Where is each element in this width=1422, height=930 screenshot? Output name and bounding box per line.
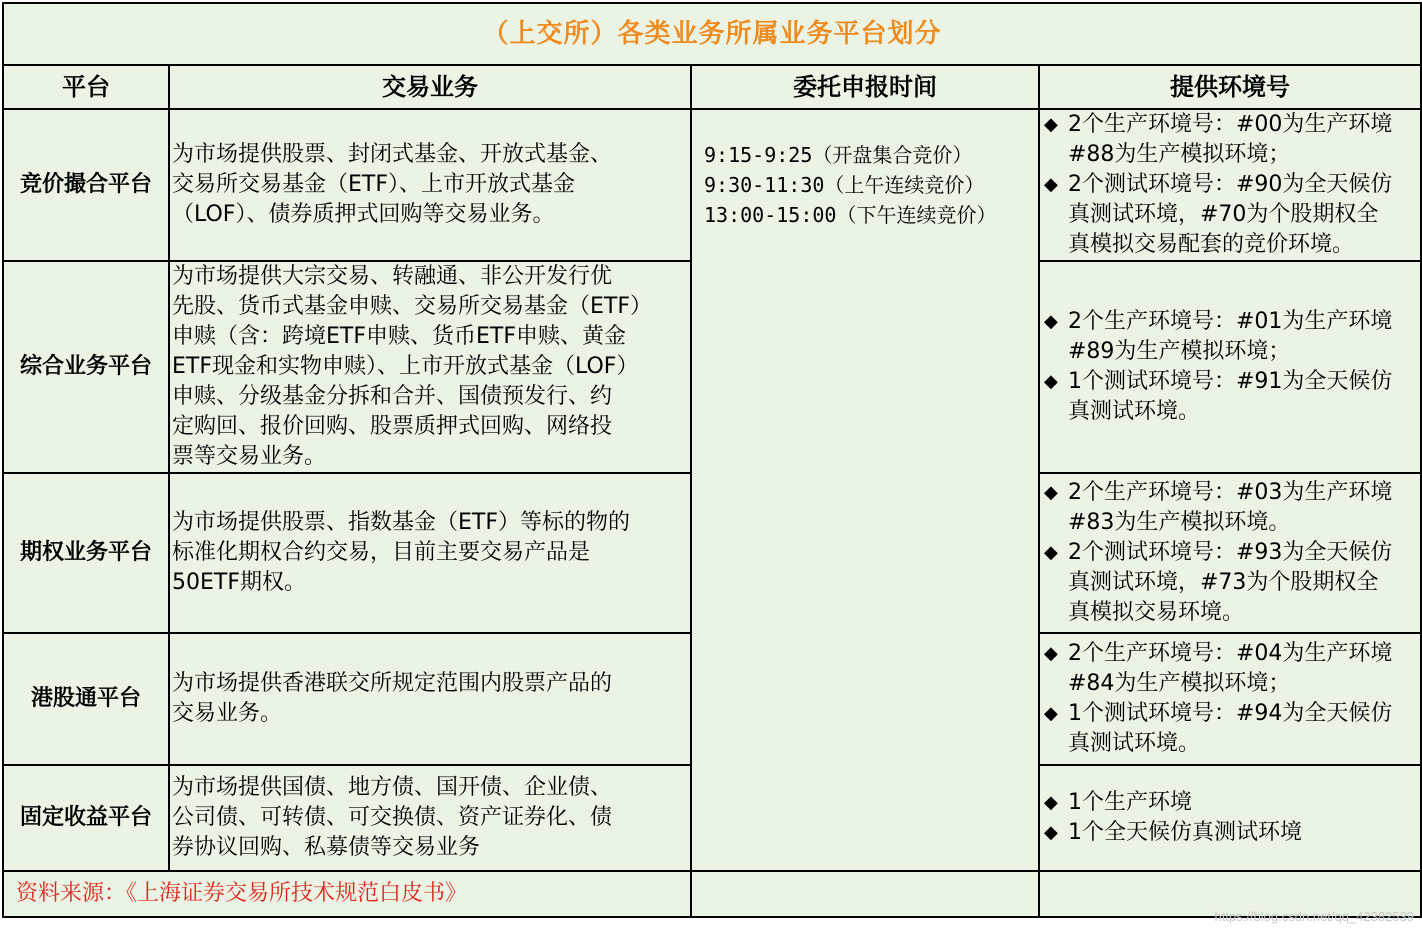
environment-list xyxy=(1039,765,1421,871)
business-line: 为市场提供股票、指数基金（ETF）等标的物的 xyxy=(172,510,630,535)
business-description xyxy=(169,473,691,633)
time-line: 13:00-15:00（下午连续竞价） xyxy=(704,203,997,227)
diamond-bullet-icon: ◆ xyxy=(1044,482,1058,503)
env-item xyxy=(1042,788,1418,818)
environment-list xyxy=(1039,473,1421,633)
platform-name: 港股通平台 xyxy=(3,633,169,765)
env-item xyxy=(1042,538,1418,568)
time-line: 9:15-9:25（开盘集合竞价） xyxy=(704,143,973,167)
env-item xyxy=(1042,699,1418,729)
diamond-bullet-icon: ◆ xyxy=(1044,114,1058,135)
env-item xyxy=(1042,307,1418,337)
env-line: #84为生产模拟环境； xyxy=(1068,671,1291,696)
env-line: 真模拟交易环境。 xyxy=(1068,600,1245,625)
diamond-bullet-icon: ◆ xyxy=(1044,643,1058,664)
platform-name: 综合业务平台 xyxy=(3,261,169,473)
env-item xyxy=(1042,367,1418,397)
diamond-bullet-icon: ◆ xyxy=(1044,371,1058,392)
env-line: 真模拟交易配套的竞价环境。 xyxy=(1068,232,1355,257)
header-platform: 平台 xyxy=(3,65,169,109)
business-line: 标准化期权合约交易，目前主要交易产品是 xyxy=(172,540,591,565)
env-line: 2个生产环境号：#04为生产环境 xyxy=(1068,641,1393,666)
env-line: 真测试环境。 xyxy=(1068,731,1201,756)
diamond-bullet-icon: ◆ xyxy=(1044,792,1058,813)
env-item-cont xyxy=(1042,729,1418,759)
env-line: 2个生产环境号：#01为生产环境 xyxy=(1068,309,1393,334)
watermark: https://blog.csdn.net/qq_42382539 xyxy=(1214,909,1414,924)
env-line: 1个测试环境号：#91为全天候仿 xyxy=(1068,369,1393,394)
env-line: 真测试环境，#73为个股期权全 xyxy=(1068,570,1379,595)
platform-table xyxy=(2,2,1422,918)
env-item xyxy=(1042,639,1418,669)
diamond-bullet-icon: ◆ xyxy=(1044,174,1058,195)
business-description xyxy=(169,109,691,261)
source-row xyxy=(3,871,1421,917)
env-line: 2个生产环境号：#03为生产环境 xyxy=(1068,480,1393,505)
business-description xyxy=(169,261,691,473)
env-item-cont xyxy=(1042,669,1418,699)
business-description xyxy=(169,633,691,765)
env-item-cont xyxy=(1042,230,1418,260)
diamond-bullet-icon: ◆ xyxy=(1044,542,1058,563)
business-line: 交易业务。 xyxy=(172,701,283,726)
business-line: 券协议回购、私募债等交易业务 xyxy=(172,835,481,860)
env-item-cont xyxy=(1042,200,1418,230)
business-line: 为市场提供大宗交易、转融通、非公开发行优 xyxy=(172,264,613,289)
business-line: 票等交易业务。 xyxy=(172,444,327,469)
env-line: #89为生产模拟环境； xyxy=(1068,339,1291,364)
env-line: 真测试环境，#70为个股期权全 xyxy=(1068,202,1379,227)
header-business: 交易业务 xyxy=(169,65,691,109)
business-line: 50ETF期权。 xyxy=(172,570,306,595)
diamond-bullet-icon: ◆ xyxy=(1044,822,1058,843)
business-line: 定购回、报价回购、股票质押式回购、网络投 xyxy=(172,414,613,439)
business-line: 申赎（含：跨境ETF申赎、货币ETF申赎、黄金 xyxy=(172,324,626,349)
title-row xyxy=(3,3,1421,65)
source-note: 资料来源：《上海证券交易所技术规范白皮书》 xyxy=(3,871,691,917)
table-title: （上交所）各类业务所属业务平台划分 xyxy=(3,3,1421,65)
header-row xyxy=(3,65,1421,109)
platform-name: 期权业务平台 xyxy=(3,473,169,633)
env-line: #83为生产模拟环境。 xyxy=(1068,510,1291,535)
platform-name: 竞价撮合平台 xyxy=(3,109,169,261)
business-line: 申赎、分级基金分拆和合并、国债预发行、约 xyxy=(172,384,613,409)
platform-name: 固定收益平台 xyxy=(3,765,169,871)
env-item xyxy=(1042,170,1418,200)
business-line: 为市场提供香港联交所规定范围内股票产品的 xyxy=(172,671,613,696)
time-line: 9:30-11:30（上午连续竞价） xyxy=(704,173,985,197)
env-line: 1个生产环境 xyxy=(1068,790,1192,815)
env-item xyxy=(1042,478,1418,508)
business-line: 交易所交易基金（ETF）、上市开放式基金 xyxy=(172,172,575,197)
business-line: 先股、货币式基金申赎、交易所交易基金（ETF） xyxy=(172,294,652,319)
diamond-bullet-icon: ◆ xyxy=(1044,703,1058,724)
environment-list xyxy=(1039,261,1421,473)
header-environment: 提供环境号 xyxy=(1039,65,1421,109)
business-line: ETF现金和实物申赎）、上市开放式基金（LOF） xyxy=(172,354,639,379)
env-line: 1个测试环境号：#94为全天候仿 xyxy=(1068,701,1393,726)
business-line: （LOF）、债券质押式回购等交易业务。 xyxy=(172,202,555,227)
env-line: 真测试环境。 xyxy=(1068,399,1201,424)
table-row xyxy=(3,109,1421,261)
env-item-cont xyxy=(1042,598,1418,628)
env-item xyxy=(1042,818,1418,848)
business-line: 为市场提供股票、封闭式基金、开放式基金、 xyxy=(172,142,613,167)
env-item-cont xyxy=(1042,397,1418,427)
env-line: #88为生产模拟环境； xyxy=(1068,142,1291,167)
env-item-cont xyxy=(1042,140,1418,170)
env-item-cont xyxy=(1042,337,1418,367)
order-time-cell xyxy=(691,109,1039,871)
header-order-time: 委托申报时间 xyxy=(691,65,1039,109)
business-line: 为市场提供国债、地方债、国开债、企业债、 xyxy=(172,775,613,800)
business-line: 公司债、可转债、可交换债、资产证券化、债 xyxy=(172,805,613,830)
env-item xyxy=(1042,110,1418,140)
environment-list xyxy=(1039,633,1421,765)
business-description xyxy=(169,765,691,871)
env-line: 2个测试环境号：#93为全天候仿 xyxy=(1068,540,1393,565)
empty-cell xyxy=(691,871,1039,917)
env-line: 1个全天候仿真测试环境 xyxy=(1068,820,1302,845)
diamond-bullet-icon: ◆ xyxy=(1044,311,1058,332)
env-item-cont xyxy=(1042,568,1418,598)
env-line: 2个测试环境号：#90为全天候仿 xyxy=(1068,172,1393,197)
env-line: 2个生产环境号：#00为生产环境 xyxy=(1068,112,1393,137)
environment-list xyxy=(1039,109,1421,261)
env-item-cont xyxy=(1042,508,1418,538)
